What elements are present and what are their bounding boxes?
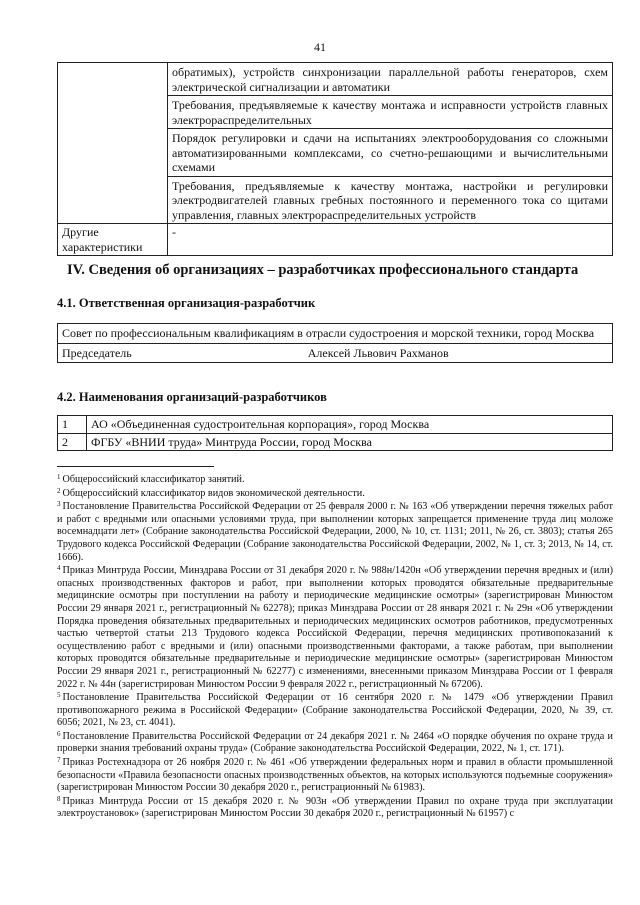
footnote-mark: 3 xyxy=(57,500,61,509)
footnote-mark: 1 xyxy=(57,473,61,481)
table-row xyxy=(58,224,613,256)
requirement-cell: Требования, предъявляемые к качеству монтажа и исправности устройств главных электрораспределительных xyxy=(168,96,613,129)
developer-name: ФГБУ «ВНИИ труда» Минтруда России, город Москва xyxy=(87,433,613,451)
developer-name: АО «Объединенная судостроительная корпорация», город Москва xyxy=(87,416,613,434)
footnote-text: Постановление Правительства Российской Федерации от 16 сентября 2020 г. № 1479 «Об утверждении Правил противопожарного режима в Российской Федерации» (Собрание законодательства Российской Федерации, 2020, № 39, ст. 6056; 2021, № 23, ст. 4041). xyxy=(57,692,613,729)
footnote-mark: 4 xyxy=(57,564,61,573)
section-title: IV. Сведения об организациях – разработчиках профессионального стандарта xyxy=(67,262,579,278)
developer-number: 2 xyxy=(58,433,87,451)
chair-name: Алексей Львович Рахманов xyxy=(307,345,449,360)
footnote xyxy=(57,501,613,564)
footnote xyxy=(57,474,613,487)
requirements-table xyxy=(57,62,613,256)
table-row xyxy=(58,416,613,434)
footnote-mark: 6 xyxy=(57,729,61,738)
table-row xyxy=(58,433,613,451)
organization-name: Совет по профессиональным квалификациям в отрасли судостроения и морской техники, город Москва xyxy=(58,324,613,344)
footnote xyxy=(57,796,613,821)
footnote xyxy=(57,488,613,501)
footnote-text: Приказ Минтруда России от 15 декабря 2020 г. № 903н «Об утверждении Правил по охране труда при эксплуатации электроустановок» (зарегистрирован Минюстом России 30 декабря 2020 г., регистрационный № 61957) с xyxy=(57,795,613,820)
footnote-divider xyxy=(57,466,214,467)
table-row xyxy=(58,343,613,363)
footnote-mark: 5 xyxy=(57,691,61,700)
footnote xyxy=(57,692,613,730)
footnote-text: Постановление Правительства Российской Федерации от 24 декабря 2021 г. № 2464 «О порядке обучения по охране труда и проверки знания требований охраны труда» (Собрание законодательства Российской Федерации, 2022, № 1, ст. 171). xyxy=(57,730,613,755)
footnotes xyxy=(57,474,613,822)
chair-row xyxy=(58,343,613,363)
table-row xyxy=(58,63,613,96)
developers-heading: 4.2. Наименования организаций-разработчиков xyxy=(57,390,327,404)
chair-label: Председатель xyxy=(62,345,132,360)
developer-number: 1 xyxy=(58,416,87,434)
footnote-text: Постановление Правительства Российской Федерации от 25 февраля 2000 г. № 163 «Об утверждении перечня тяжелых работ и работ с вредными или опасными условиями труда, при выполнении которых запрещается применение труда лиц моложе восемнадцати лет» (Собрание законодательства Российской Федерации, 2000, № 10, ст. 1131; 2011, № 26, ст. 3803); статья 265 Трудового кодекса Российской Федерации (Собрание законодательства Российской Федерации, 2002, № 1, ст. 3; 2013, № 14, ст. 1666). xyxy=(57,501,613,563)
requirement-cell: Требования, предъявляемые к качеству монтажа, настройки и регулировки электродвигателей главных гребных постоянного и переменного тока со щитами управления, главных электрораспределительных устройств xyxy=(168,176,613,224)
footnote-mark: 8 xyxy=(57,794,61,803)
footnote-text: Приказ Ростехнадзора от 26 ноября 2020 г. № 461 «Об утверждении федеральных норм и правил в области промышленной безопасности «Правила безопасности опасных производственных объектов, на которых используются подъемные сооружения» (зарегистрирован Минюстом России 30 декабря 2020 г., регистрационный № 61983). xyxy=(57,757,613,794)
requirement-cell: обратимых), устройств синхронизации параллельной работы генераторов, схем электрической сигнализации и автоматики xyxy=(168,63,613,96)
other-characteristics-label: Другие характеристики xyxy=(58,224,168,256)
responsible-organization-table xyxy=(57,323,613,363)
row-label-empty xyxy=(58,63,168,224)
footnote xyxy=(57,565,613,691)
page-number: 41 xyxy=(314,40,326,54)
footnote-text: Общероссийский классификатор занятий. xyxy=(62,474,245,485)
table-row xyxy=(58,324,613,344)
footnote xyxy=(57,757,613,795)
footnote-text: Приказ Минтруда России, Минздрава России от 31 декабря 2020 г. № 988н/1420н «Об утверждении перечня вредных и (или) опасных производственных факторов и работ, при выполнении которых проводятся обязательные предварительные медицинские осмотры при поступлении на работу и периодические медицинские осмотры» (зарегистрирован Минюстом России 29 января 2021 г., регистрационный № 62278); приказ Минздрава России от 28 января 2021 г. № 29н «Об утверждении Порядка проведения обязательных предварительных и периодических медицинских осмотров работников, предусмотренных частью четвертой статьи 213 Трудового кодекса Российской Федерации, перечня медицинских противопоказаний к осуществлению работ с вредными и (или) опасными производственными факторами, а также работам, при выполнении которых проводятся обязательные предварительные и периодические медицинские осмотры» (зарегистрирован Минюстом России 29 января 2021 г., регистрационный № 62277) с изменениями, внесенными приказом Минздрава России от 1 февраля 2022 г. № 44н (зарегистрирован Минюстом России 9 февраля 2022 г., регистрационный № 67206). xyxy=(57,565,613,690)
developers-table xyxy=(57,415,613,451)
requirement-cell: Порядок регулировки и сдачи на испытаниях электрооборудования со сложными автоматизированными комплексами, со счетно-решающими и вычислительными схемами xyxy=(168,129,613,177)
footnote-mark: 7 xyxy=(57,756,61,765)
responsible-heading: 4.1. Ответственная организация-разработчик xyxy=(57,296,316,310)
footnote-mark: 2 xyxy=(57,486,61,495)
other-characteristics-value: - xyxy=(168,224,613,256)
footnote xyxy=(57,731,613,756)
footnote-text: Общероссийский классификатор видов экономической деятельности. xyxy=(62,487,365,499)
